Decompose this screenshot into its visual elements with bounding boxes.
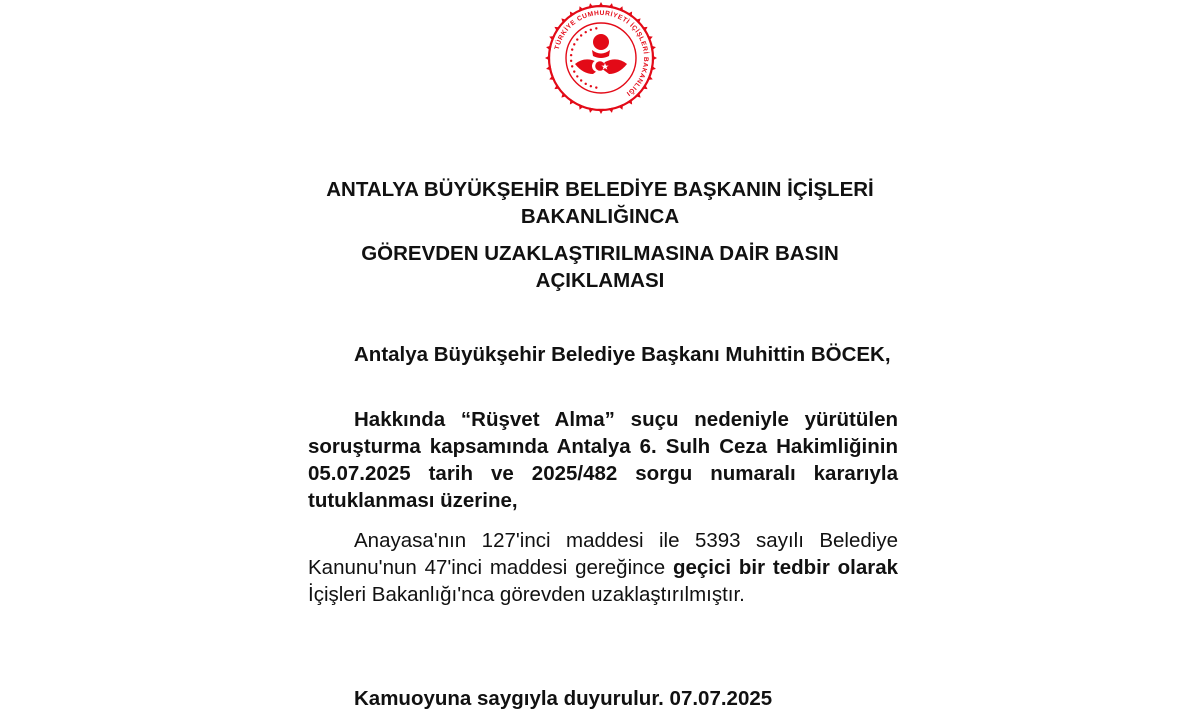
seal-star — [571, 65, 573, 67]
seal-star — [595, 86, 597, 88]
seal-star — [595, 27, 597, 29]
seal-star — [576, 75, 578, 77]
decision-text-bold: geçici bir tedbir olarak — [672, 556, 899, 579]
paragraph-reason-text: Hakkında “Rüşvet Alma” suçu nedeniyle yürütülen soruşturma kapsamında Antalya 6. Sulh Ceza Hakimliğinin 05.07.2025 tarih ve 2025/482 sorgu numaralı kararıyla tutuklanması üzerine, — [308, 408, 898, 512]
seal-star — [580, 79, 582, 81]
seal-star — [585, 31, 587, 33]
seal-star — [590, 29, 592, 31]
heading-secondary: GÖREVDEN UZAKLAŞTIRILMASINA DAİR BASIN AÇIKLAMASI — [361, 242, 839, 292]
seal-star — [570, 54, 572, 56]
paragraph-decision — [308, 527, 898, 608]
paragraph-subject-text: Antalya Büyükşehir Belediye Başkanı Muhittin BÖCEK, — [354, 343, 891, 366]
decision-text-part1: Anayasa'nın 127'inci maddesi ile 5393 sayılı Belediye Kanunu'nun 47'inci maddesi gereğince — [308, 529, 898, 579]
seal-star — [573, 70, 575, 72]
seal-star — [580, 34, 582, 36]
heading-primary: ANTALYA BÜYÜKŞEHİR BELEDİYE BAŞKANIN İÇİŞLERİ BAKANLIĞINCA — [326, 178, 874, 228]
paragraph-decision-text — [308, 527, 898, 608]
seal-star — [570, 60, 572, 62]
seal-star — [576, 38, 578, 40]
paragraph-subject — [308, 341, 898, 368]
decision-text-part2: İçişleri Bakanlığı'nca görevden uzaklaştırılmıştır. — [308, 583, 745, 606]
seal-text: TÜRKİYE CUMHURİYETİ İÇİŞLERİ BAKANLIĞI — [553, 9, 650, 98]
seal-star — [585, 83, 587, 85]
seal-star — [573, 43, 575, 45]
ministry-seal-icon — [545, 2, 657, 114]
seal-star — [571, 48, 573, 50]
closing-statement: Kamuoyuna saygıyla duyurulur. 07.07.2025 — [354, 687, 773, 710]
seal-star — [590, 85, 592, 87]
paragraph-reason — [308, 406, 898, 514]
